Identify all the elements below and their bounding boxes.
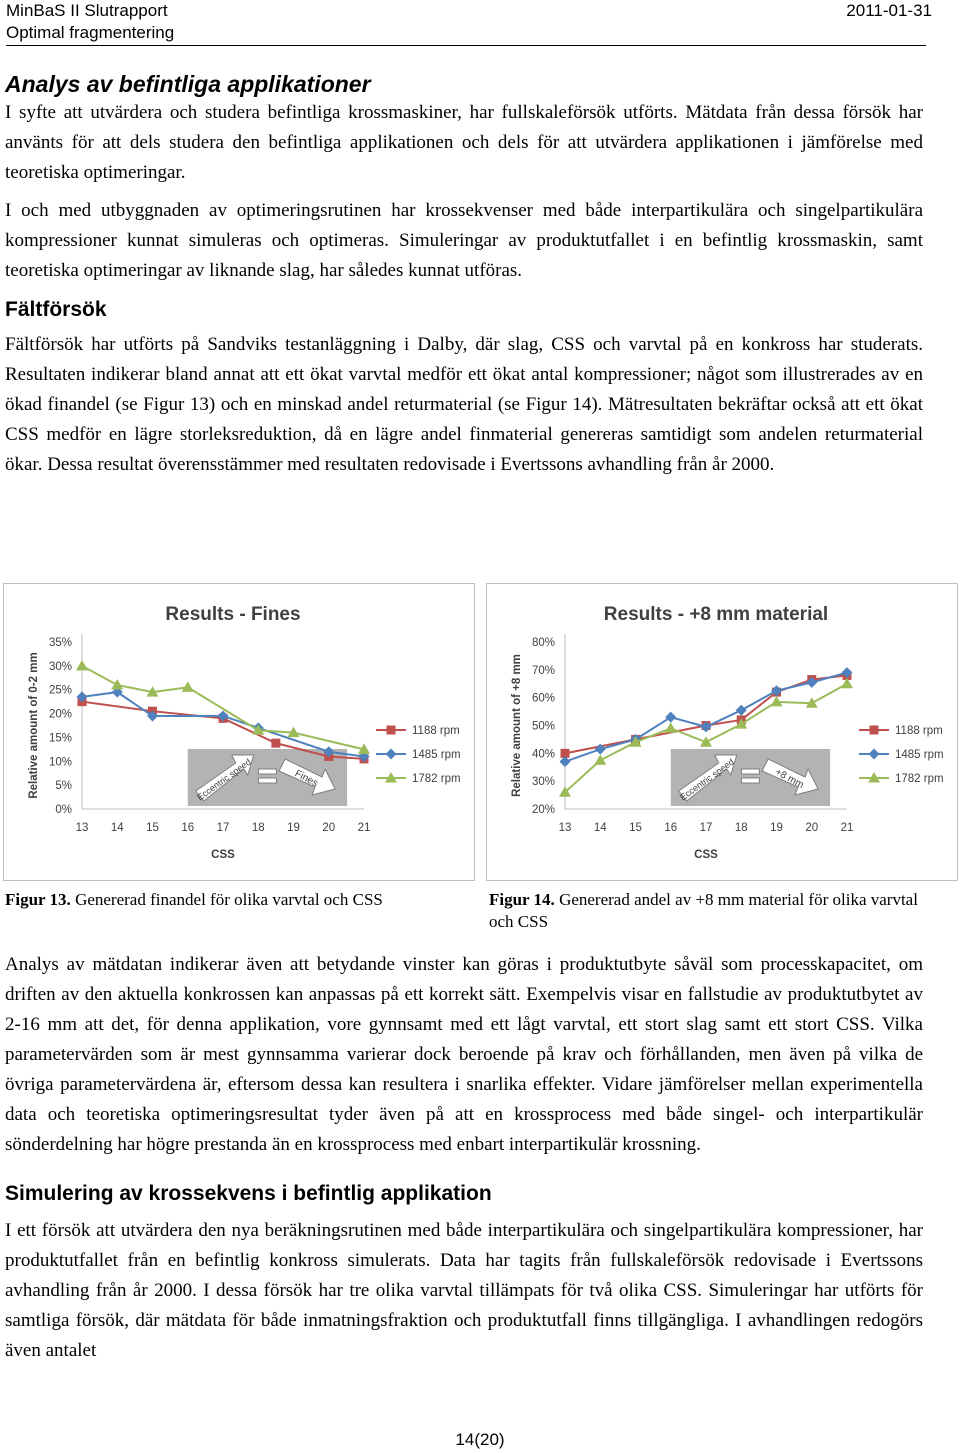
diamond-marker — [386, 749, 397, 760]
spacer — [5, 286, 923, 296]
diamond-marker — [665, 712, 676, 723]
triangle-marker — [665, 722, 677, 733]
y-tick-label: 5% — [55, 780, 72, 793]
y-tick-label: 35% — [48, 637, 72, 649]
y-tick-label: 20% — [531, 804, 555, 816]
figures-row — [0, 583, 960, 883]
annotation-right-label: Fines — [292, 768, 320, 790]
spacer — [5, 188, 923, 196]
lower-content — [5, 950, 923, 1366]
x-tick-label: 13 — [558, 822, 572, 834]
report-date: 2011-01-31 — [846, 1, 932, 20]
legend-label: 1188 rpm — [895, 725, 943, 737]
x-tick-label: 17 — [216, 822, 230, 834]
x-tick-label: 14 — [110, 822, 124, 834]
diamond-marker — [736, 705, 747, 716]
triangle-marker — [111, 679, 123, 690]
equals-bar-bottom — [741, 778, 759, 783]
x-tick-label: 14 — [593, 822, 607, 834]
report-header-left — [6, 0, 174, 44]
y-tick-label: 50% — [531, 720, 555, 733]
x-axis-label: CSS — [694, 849, 718, 861]
page-number: 14(20) — [455, 1430, 505, 1449]
annotation-graphic — [188, 749, 347, 806]
equals-bar-top — [741, 769, 759, 774]
paragraph-simulering: I ett försök att utvärdera den nya beräkningsrutinen med både interpartikulära och singelpartikulära kompressioner, har produktutfallet från en befintlig konkross simulerats. Data har tagits från fullskaleförsök redovisade i Evertssons avhandling från år 2000. I dessa försök har tre olika varvtal tillämpats för två olika CSS. Simuleringar har utförts för samtliga försök, där mätdata för både inmatningsfraktion och produktutfall finns tillgängliga. I avhandlingen redogörs även antalet — [5, 1220, 923, 1361]
y-tick-label: 60% — [531, 692, 555, 705]
upper-content — [5, 64, 923, 480]
figure-14-caption — [489, 889, 929, 933]
legend-label: 1485 rpm — [412, 749, 461, 761]
x-axis-label: CSS — [211, 849, 235, 861]
y-tick-label: 0% — [55, 804, 72, 816]
square-marker — [271, 739, 280, 748]
x-tick-label: 19 — [287, 822, 300, 834]
paragraph-analys-matdata: Analys av mätdatan indikerar även att betydande vinster kan göras i produktutbyte såväl som processkapacitet, om driften av den aktuella konkrossen kan anpassas på ett korrekt sätt. Exempelvis visar en fallstudie av produktutbytet av 2-16 mm att det, för denna applikation, vore gynnsamt med ett lågt varvtal, ett stort slag samt ett stort CSS. Vilka parametervärden som är mest gynnsamma varierar dock beroende på krav och förhållanden, men även på vilka de övriga parametervärdena är, eftersom dessa kan resultera i snarlika effekter. Vidare jämförelser mellan experimentella data och teoretiska optimeringsresultat tyder även på att en krossprocess med både singel- och interpartikulär sönderdelning har högre prestanda än en krossprocess med enbart interpartikulär krossning. — [5, 954, 923, 1155]
square-marker — [870, 726, 879, 735]
series-line — [82, 692, 364, 756]
chart-title: Results - +8 mm material — [603, 604, 829, 625]
y-tick-label: 20% — [48, 708, 72, 721]
x-tick-label: 18 — [251, 822, 265, 834]
paragraph-analys-2: I och med utbyggnaden av optimeringsrutinen har krossekvenser med både interpartikulära och singelpartikulära kompressioner kunnat simuleras och optimeras. Simuleringar av produktutfallet i en befintlig krossmaskin, samt teoretiska optimeringar av liknande slag, har således kunnat utföras. — [5, 200, 923, 281]
figure-14-label: Figur 14. — [489, 890, 555, 909]
x-tick-label: 18 — [734, 822, 748, 834]
x-tick-label: 16 — [181, 822, 195, 834]
y-tick-label: 70% — [531, 664, 555, 677]
square-marker — [387, 726, 396, 735]
legend-label: 1188 rpm — [412, 725, 460, 737]
y-axis-label: Relative amount of +8 mm — [511, 654, 523, 797]
triangle-marker — [76, 660, 88, 671]
plus8mm-chart — [487, 584, 957, 880]
equals-bar-top — [258, 769, 276, 774]
x-tick-label: 13 — [75, 822, 89, 834]
annotation-right-label: +8 mm — [773, 766, 806, 791]
diamond-marker — [560, 756, 571, 767]
figure-13-caption — [5, 889, 465, 911]
y-tick-label: 30% — [48, 660, 72, 673]
figure-13-label: Figur 13. — [5, 890, 71, 909]
y-tick-label: 10% — [48, 756, 72, 769]
chart-title: Results - Fines — [165, 604, 301, 625]
series-line — [565, 673, 847, 762]
fines-chart — [4, 584, 474, 880]
report-title: MinBaS II Slutrapport — [6, 1, 168, 20]
x-tick-label: 16 — [664, 822, 678, 834]
y-tick-label: 15% — [48, 732, 72, 745]
legend-label: 1782 rpm — [412, 773, 461, 785]
y-tick-label: 40% — [531, 748, 555, 761]
x-tick-label: 15 — [146, 822, 159, 834]
triangle-marker — [182, 681, 194, 692]
equals-bar-bottom — [258, 778, 276, 783]
paragraph-faltforsok: Fältförsök har utförts på Sandviks testanläggning i Dalby, där slag, CSS och varvtal på en konkross har studerats. Resultaten indikerar bland annat att ett ökat varvtal medför ett ökat antal kompressioner; något som illustrerades av en ökad finandel (se Figur 13) och en minskad andel returmaterial (se Figur 14). Mätresultaten bekräftar också att ett ökat CSS medför en lägre storleksreduktion, då en lägre andel finmaterial genereras samtidigt som andelen returmaterial ökar. Dessa resultat överensstämmer med resultaten redovisade i Evertssons avhandling från år 2000. — [5, 334, 923, 475]
annotation-left-label: Eccentric speed — [195, 756, 253, 803]
diamond-marker — [869, 749, 880, 760]
x-tick-label: 20 — [805, 822, 819, 834]
spacer — [5, 1208, 923, 1216]
y-tick-label: 80% — [531, 637, 555, 649]
y-tick-label: 30% — [531, 776, 555, 789]
x-tick-label: 15 — [629, 822, 642, 834]
paragraph-analys-1: I syfte att utvärdera och studera befintliga krossmaskiner, har fullskaleförsök utförts. Mätdata från dessa försök har använts för att dels studera den befintliga applikationen och dels för att utvärdera applikationen i jämförelse med teoretiska optimeringar. — [5, 102, 923, 183]
figure-13-text: Genererad finandel för olika varvtal och CSS — [70, 890, 383, 909]
section-heading-simulering: Simulering av krossekvens i befintlig applikation — [5, 1182, 492, 1205]
section-heading-faltforsok: Fältförsök — [5, 298, 107, 321]
triangle-marker — [594, 754, 606, 765]
spacer — [5, 1160, 923, 1180]
header-divider — [6, 45, 926, 46]
x-tick-label: 20 — [322, 822, 336, 834]
annotation-graphic — [671, 749, 830, 806]
x-tick-label: 17 — [699, 822, 713, 834]
report-subtitle: Optimal fragmentering — [6, 23, 175, 42]
section-heading-analys: Analys av befintliga applikationer — [5, 71, 371, 97]
figure-14-chart — [486, 583, 958, 881]
figure-14-text: Genererad andel av +8 mm material för olika varvtal och CSS — [489, 890, 918, 931]
x-tick-label: 21 — [357, 822, 371, 834]
legend-label: 1782 rpm — [895, 773, 944, 785]
x-tick-label: 19 — [770, 822, 783, 834]
annotation-left-label: Eccentric speed — [678, 756, 736, 803]
figure-13-chart — [3, 583, 475, 881]
x-tick-label: 21 — [840, 822, 854, 834]
legend-label: 1485 rpm — [895, 749, 944, 761]
y-axis-label: Relative amount of 0-2 mm — [28, 652, 40, 799]
y-tick-label: 25% — [48, 684, 72, 697]
